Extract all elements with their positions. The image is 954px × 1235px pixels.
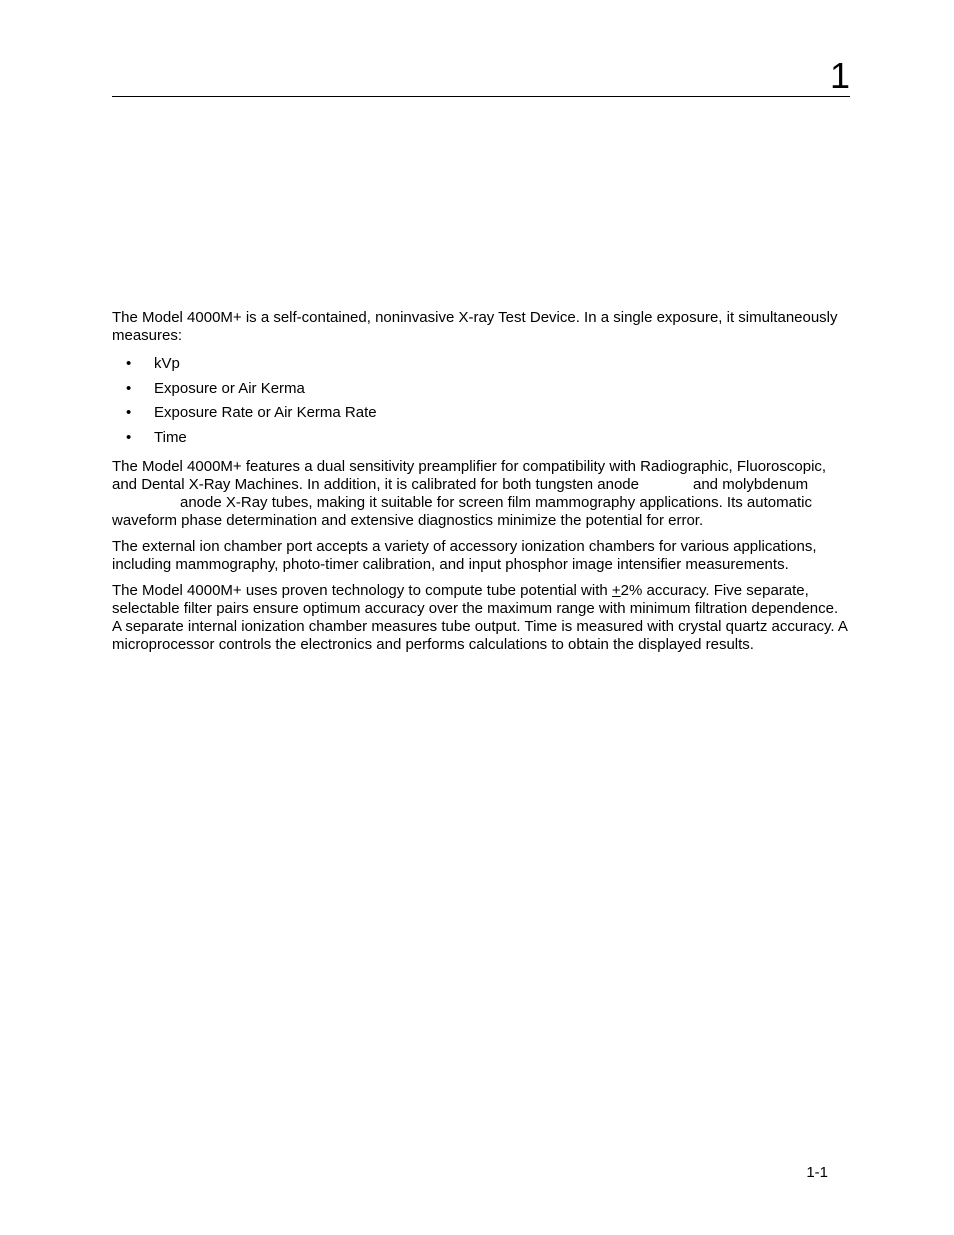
list-item-label: kVp [154,355,180,372]
list-item-label: Time [154,428,187,446]
measurement-list [112,355,850,447]
features-text-part3: anode X-Ray tubes, making it suitable for screen film mammography applications. Its automatic waveform phase determination and extensive diagnostics minimize the potential for error. [112,493,812,529]
bullet-icon: • [126,379,132,397]
list-item-label: Exposure or Air Kerma [154,379,305,397]
plus-minus-symbol: + [611,581,621,599]
features-text-part2: and molybdenum [693,475,809,493]
ion-chamber-paragraph: The external ion chamber port accepts a variety of accessory ionization chambers for various applications, including mammography, photo-timer calibration, and input phosphor image intensifier measurements. [112,537,817,573]
list-item-label: Exposure Rate or Air Kerma Rate [154,404,377,421]
intro-paragraph: The Model 4000M+ is a self-contained, noninvasive X-ray Test Device. In a single exposure, it simultaneously measures: [112,309,838,344]
technology-text-after: 2% accuracy. Five separate, selectable filter pairs ensure optimum accuracy over the maximum range with minimum filtration dependence. A separate internal ionization chamber measures tube output. Time is measured with crystal quartz accuracy. A microprocessor controls the electronics and performs calculations to obtain the displayed results. [112,581,848,653]
list-item [112,380,850,398]
chapter-number: 1 [829,55,850,96]
body-text [112,309,850,662]
technology-text-before: The Model 4000M+ uses proven technology to compute tube potential with [112,581,612,599]
bullet-icon: • [126,355,132,372]
page-number: 1-1 [806,1164,828,1181]
list-item [112,404,850,422]
technology-paragraph [112,582,850,654]
header-rule [112,96,850,97]
features-paragraph [112,458,850,530]
list-item [112,355,850,373]
bullet-icon: • [126,404,132,421]
features-text-part1: The Model 4000M+ features a dual sensitivity preamplifier for compatibility with Radiographic, Fluoroscopic, and Dental X-Ray Machines. In addition, it is calibrated for both tungsten anode [112,457,827,493]
bullet-icon: • [126,428,132,446]
list-item [112,429,850,447]
